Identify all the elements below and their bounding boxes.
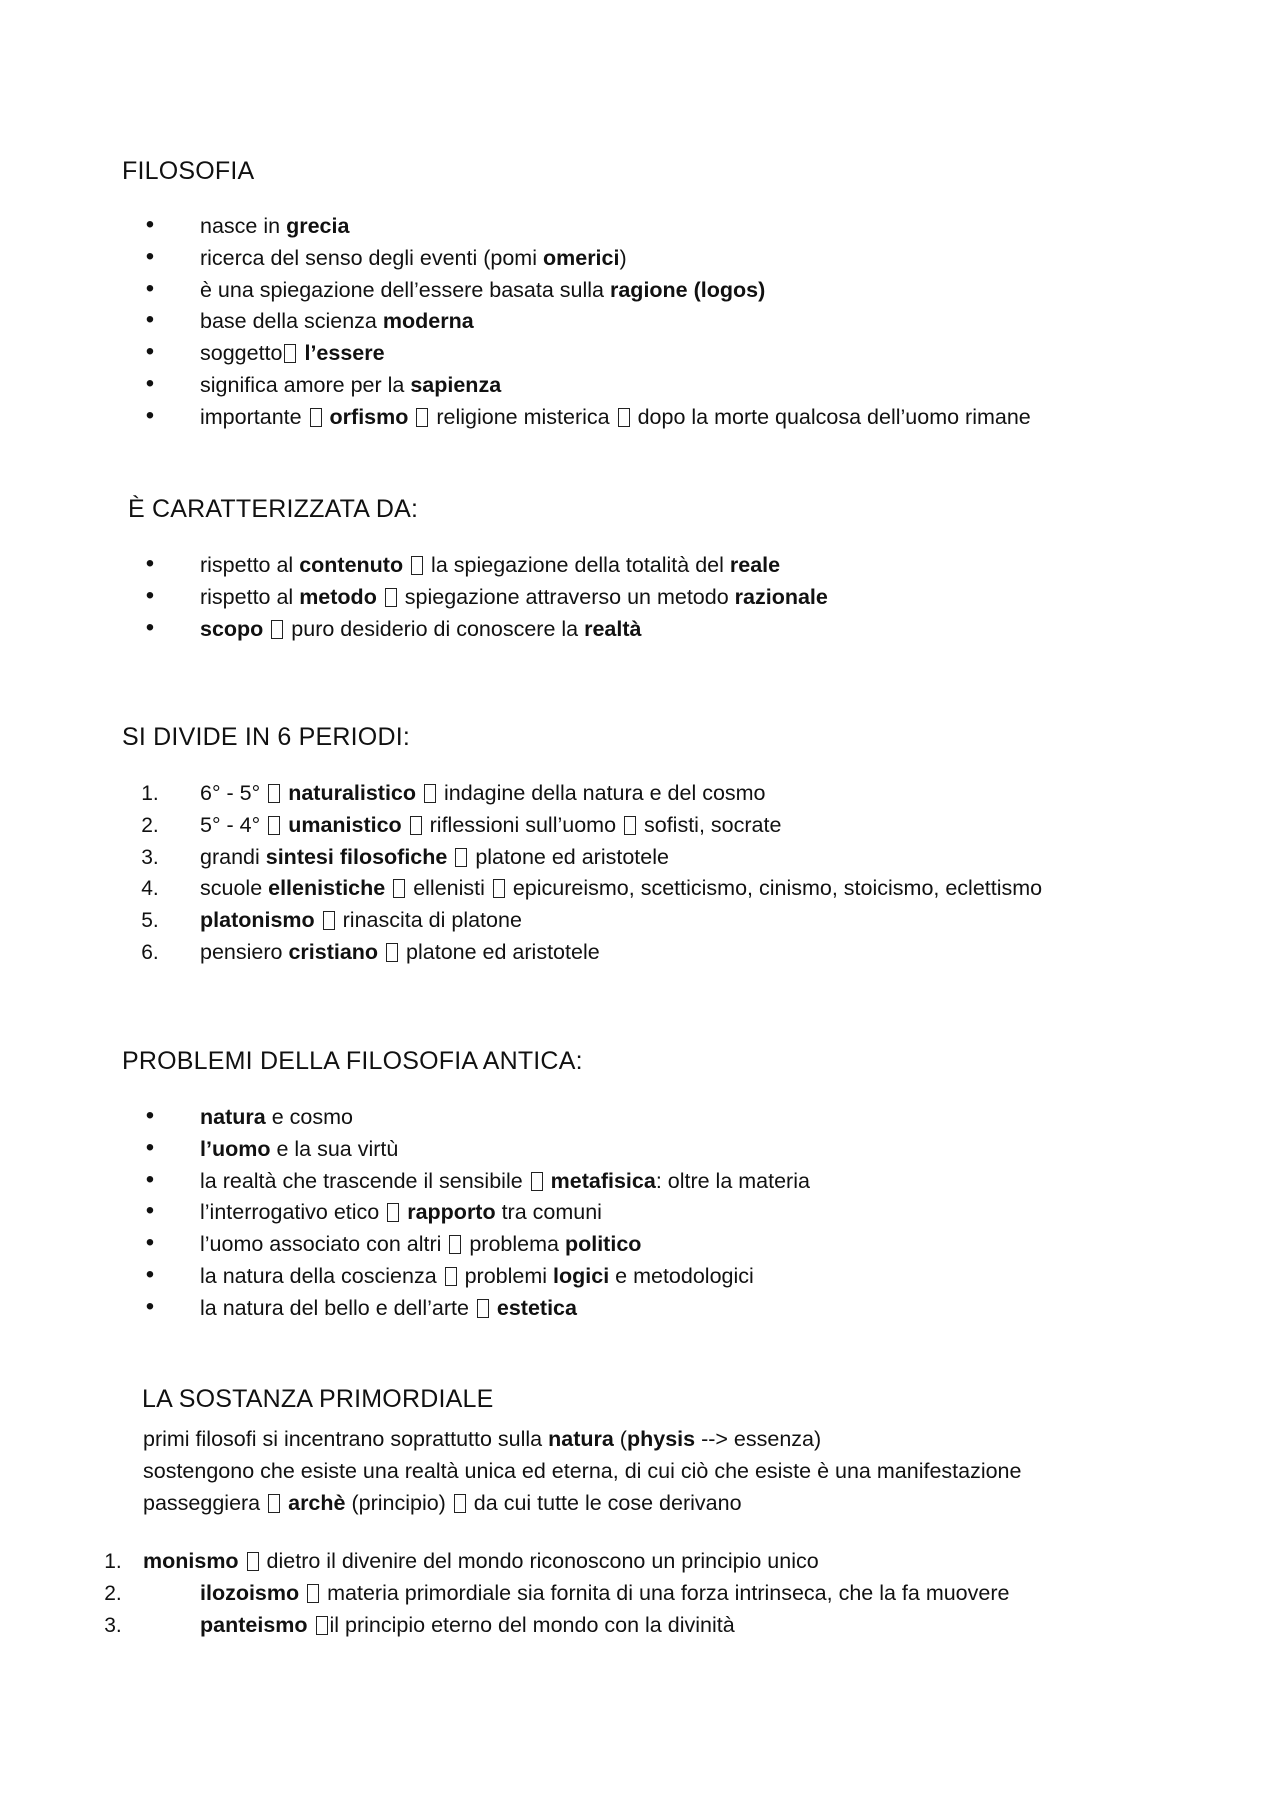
list-item-text: ricerca del senso degli eventi (pomi omerici): [200, 245, 627, 270]
list-item-text: monismo dietro il divenire del mondo riconoscono un principio unico: [143, 1549, 819, 1573]
list-item-text: 6° - 5° naturalistico indagine della natura e del cosmo: [200, 781, 766, 805]
list-item-text: la realtà che trascende il sensibile metafisica: oltre la materia: [200, 1168, 810, 1193]
arrow-icon: [624, 816, 636, 835]
bullet-icon: •: [145, 1260, 155, 1288]
arrow-icon: [316, 1616, 328, 1635]
arrow-icon: [268, 1494, 280, 1513]
bullet-icon: •: [145, 401, 155, 429]
arrow-icon: [268, 784, 280, 803]
bullet-icon: •: [145, 581, 155, 609]
arrow-icon: [455, 848, 467, 867]
list-item-text: ilozoismo materia primordiale sia fornita di una forza intrinseca, che la fa muovere: [200, 1580, 1010, 1605]
arrow-icon: [271, 620, 283, 639]
list-item-text: platonismo rinascita di platone: [200, 908, 522, 933]
bullet-icon: •: [145, 1102, 155, 1129]
list-item-text: rispetto al contenuto la spiegazione della totalità del reale: [200, 553, 781, 577]
arrow-icon: [531, 1172, 543, 1191]
paragraph-line: primi filosofi si incentrano soprattutto sulla natura (physis --> essenza): [143, 1427, 822, 1451]
arrow-icon: [268, 816, 280, 835]
bullet-icon: •: [145, 306, 155, 334]
arrow-icon: [424, 784, 436, 803]
bullet-icon: •: [145, 242, 155, 270]
list-item-text: rispetto al metodo spiegazione attraverso un metodo razionale: [200, 584, 828, 609]
section-heading-periodi: SI DIVIDE IN 6 PERIODI:: [122, 723, 410, 751]
bullet-icon: •: [145, 338, 155, 366]
list-number: 1.: [141, 782, 159, 805]
bullet-icon: •: [145, 369, 155, 397]
list-number: 2.: [141, 813, 159, 837]
list-item-text: pensiero cristiano platone ed aristotele: [200, 939, 600, 964]
bullet-icon: •: [145, 211, 155, 238]
bullet-icon: •: [145, 1165, 155, 1193]
list-item-text: natura e cosmo: [200, 1105, 353, 1129]
list-number: 2.: [104, 1581, 122, 1605]
list-item-text: panteismo il principio eterno del mondo con la divinità: [200, 1612, 735, 1637]
arrow-icon: [618, 408, 630, 427]
list-number: 1.: [104, 1550, 122, 1573]
list-item-text: 5° - 4° umanistico riflessioni sull’uomo sofisti, socrate: [200, 812, 782, 837]
list-item-text: scuole ellenistiche ellenisti epicureismo, scetticismo, cinismo, stoicismo, eclettismo: [200, 876, 1043, 901]
list-item-text: nasce in grecia: [200, 214, 350, 238]
bullet-icon: •: [145, 1197, 155, 1225]
arrow-icon: [449, 1235, 461, 1254]
paragraph-line: passeggiera archè (principio) da cui tutte le cose derivano: [143, 1490, 742, 1515]
arrow-icon: [386, 943, 398, 962]
arrow-icon: [307, 1584, 319, 1603]
list-item-text: la natura della coscienza problemi logici e metodologici: [200, 1263, 754, 1288]
list-item-text: significa amore per la sapienza: [200, 372, 502, 397]
bullet-icon: •: [145, 1229, 155, 1257]
list-number: 5.: [141, 909, 159, 933]
arrow-icon: [247, 1552, 259, 1571]
arrow-icon: [477, 1299, 489, 1318]
list-number: 6.: [141, 940, 159, 964]
arrow-icon: [493, 879, 505, 898]
list-item-text: è una spiegazione dell’essere basata sulla ragione (logos): [200, 277, 766, 302]
bullet-icon: •: [145, 1292, 155, 1320]
list-item-text: l’uomo associato con altri problema politico: [200, 1232, 642, 1257]
bullet-icon: •: [145, 1133, 155, 1161]
list-item-text: la natura del bello e dell’arte estetica: [200, 1295, 577, 1320]
arrow-icon: [454, 1494, 466, 1513]
bullet-icon: •: [145, 613, 155, 641]
list-number: 3.: [104, 1613, 122, 1637]
list-number: 3.: [141, 845, 159, 869]
arrow-icon: [416, 408, 428, 427]
section-heading-sostanza: LA SOSTANZA PRIMORDIALE: [142, 1385, 494, 1413]
list-item-text: scopo puro desiderio di conoscere la realtà: [200, 616, 642, 641]
list-item-text: base della scienza moderna: [200, 309, 474, 334]
arrow-icon: [310, 408, 322, 427]
arrow-icon: [284, 344, 296, 363]
arrow-icon: [323, 911, 335, 930]
list-number: 4.: [141, 877, 159, 901]
list-item-text: l’uomo e la sua virtù: [200, 1136, 399, 1161]
list-item-text: importante orfismo religione misterica dopo la morte qualcosa dell’uomo rimane: [200, 404, 1031, 429]
section-heading-problemi: PROBLEMI DELLA FILOSOFIA ANTICA:: [122, 1047, 583, 1075]
list-item-text: soggetto l’essere: [200, 341, 385, 366]
bullet-icon: •: [145, 550, 155, 577]
section-heading-filosofia: FILOSOFIA: [122, 157, 255, 185]
arrow-icon: [410, 816, 422, 835]
section-heading-caratterizzata: È CARATTERIZZATA DA:: [128, 495, 419, 523]
list-item-text: grandi sintesi filosofiche platone ed aristotele: [200, 844, 669, 869]
arrow-icon: [387, 1203, 399, 1222]
arrow-icon: [385, 588, 397, 607]
list-item-text: l’interrogativo etico rapporto tra comuni: [200, 1200, 602, 1225]
paragraph-line: sostengono che esiste una realtà unica ed eterna, di cui ciò che esiste è una manifestazione: [143, 1458, 1022, 1483]
arrow-icon: [445, 1267, 457, 1286]
arrow-icon: [393, 879, 405, 898]
arrow-icon: [411, 556, 423, 575]
bullet-icon: •: [145, 274, 155, 302]
